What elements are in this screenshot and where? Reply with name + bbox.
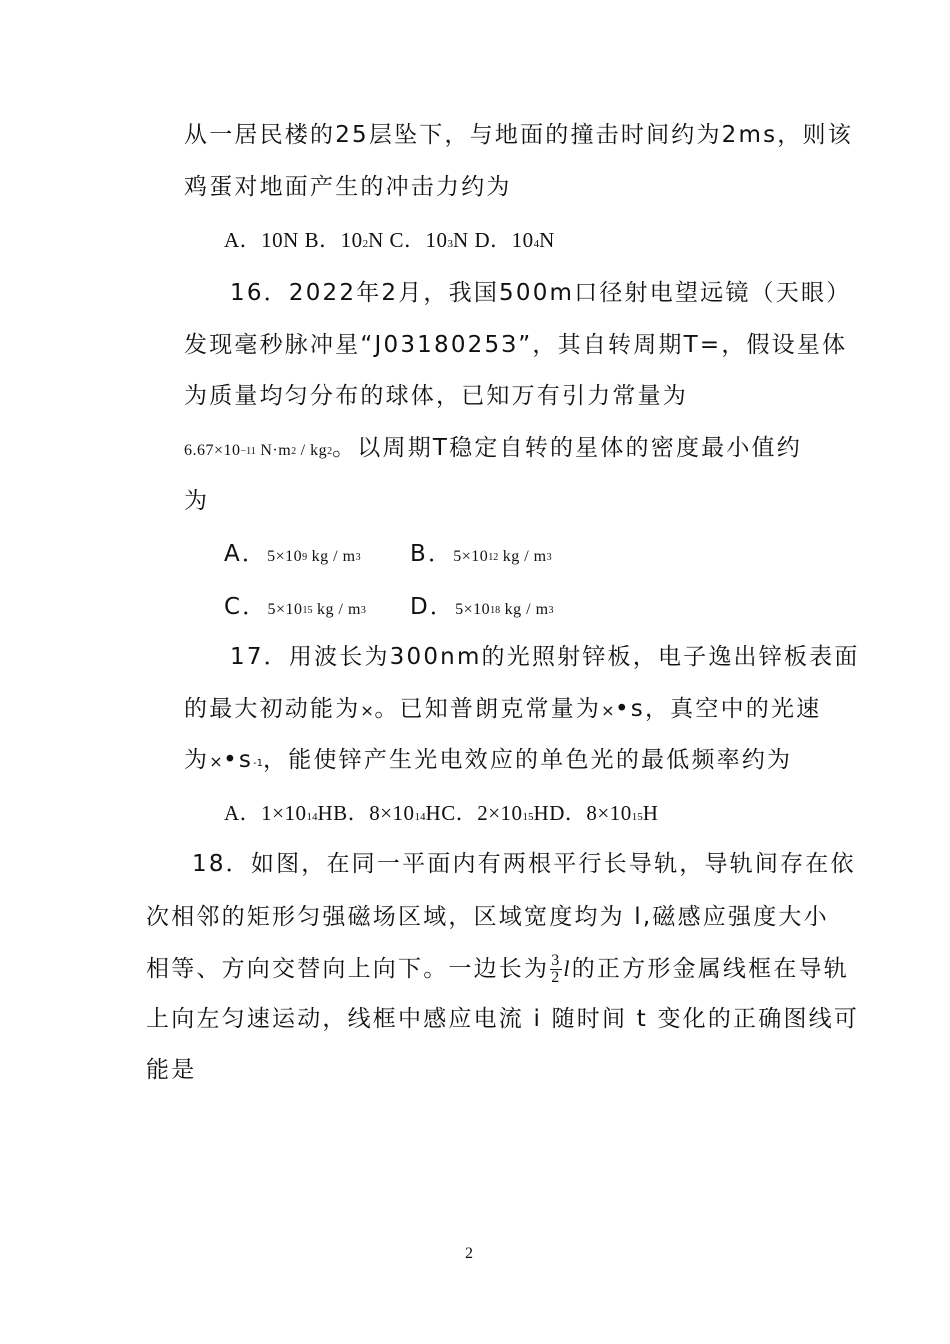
q17-line-3: 为×•s-1，能使锌产生光电效应的单色光的最低频率约为 <box>184 747 793 773</box>
q15-option-text: N <box>539 228 555 252</box>
q16-options-row-2 <box>224 592 366 627</box>
q18-line-4: 上向左匀速运动，线框中感应电流 i 随时间 t 变化的正确图线可 <box>146 1006 860 1032</box>
q15-options <box>224 225 555 259</box>
q16-option-c-label: C． <box>224 594 268 620</box>
q15-exp: 2 <box>362 238 369 250</box>
q17-line-2: 的最大初动能为×。已知普朗克常量为×•s，真空中的光速 <box>184 696 822 722</box>
q16-options-row-1 <box>224 539 361 574</box>
q18-line-2: 次相邻的矩形匀强磁场区域，区域宽度均为 l,磁感应强度大小 <box>146 904 829 930</box>
q15-option-text: N C．10 <box>368 228 448 252</box>
q15-line-2: 鸡蛋对地面产生的冲击力约为 <box>184 174 512 200</box>
q17-options: A．1×1014HB．8×1014HC．2×1015HD．8×1015H <box>224 801 659 825</box>
q16-option-b-label: B． <box>410 541 454 567</box>
q15-line-1: 从一居民楼的25层坠下，与地面的撞击时间约为2ms，则该 <box>184 122 853 148</box>
q16-option-c-value: 5×1015 kg / m3 <box>267 601 366 618</box>
q16-option-a-label: A． <box>224 541 268 567</box>
q16-line-3: 为质量均匀分布的球体，已知万有引力常量为 <box>184 383 688 409</box>
q15-exp: 3 <box>447 238 454 250</box>
q16-line-4-text: 。以周期T稳定自转的星体的密度最小值约 <box>332 435 802 461</box>
q16-line-2: 发现毫秒脉冲星“J0318025З”，其自转周期T=，假设星体 <box>184 332 848 358</box>
q16-option-b-value: 5×1012 kg / m3 <box>453 548 552 565</box>
q17-line-1: 17．用波长为300nm的光照射锌板，电子逸出锌板表面 <box>230 644 860 670</box>
q16-line-4 <box>184 433 802 468</box>
q18-line-1: 18．如图，在同一平面内有两根平行长导轨，导轨间存在依 <box>192 851 856 877</box>
q18-line-3: 相等、方向交替向上向下。一边长为 $\frac{3}{2}$ l的正方形金属线框在导轨 <box>146 952 849 986</box>
page-number: 2 <box>465 1245 473 1262</box>
fraction-three-halves: $\frac{3}{2}$ <box>551 952 562 986</box>
q15-option-text: A．10N B．10 <box>224 228 363 252</box>
gravitational-constant: 6.67×10−11 N·m2 / kg2 <box>184 442 333 459</box>
q16-option-d-label: D． <box>410 594 456 620</box>
q16-line-1: 16．2022年2月，我国500m口径射电望远镜（天眼） <box>230 280 852 306</box>
q16-options-row-2b <box>410 592 554 627</box>
q16-line-5: 为 <box>184 488 210 514</box>
q15-exp: 4 <box>533 238 540 250</box>
q15-option-text: N D．10 <box>453 228 534 252</box>
q16-option-d-value: 5×1018 kg / m3 <box>455 601 554 618</box>
q16-options-row-1b <box>410 539 552 574</box>
q16-option-a-value: 5×109 kg / m3 <box>267 548 361 565</box>
q18-line-5: 能是 <box>146 1057 197 1083</box>
